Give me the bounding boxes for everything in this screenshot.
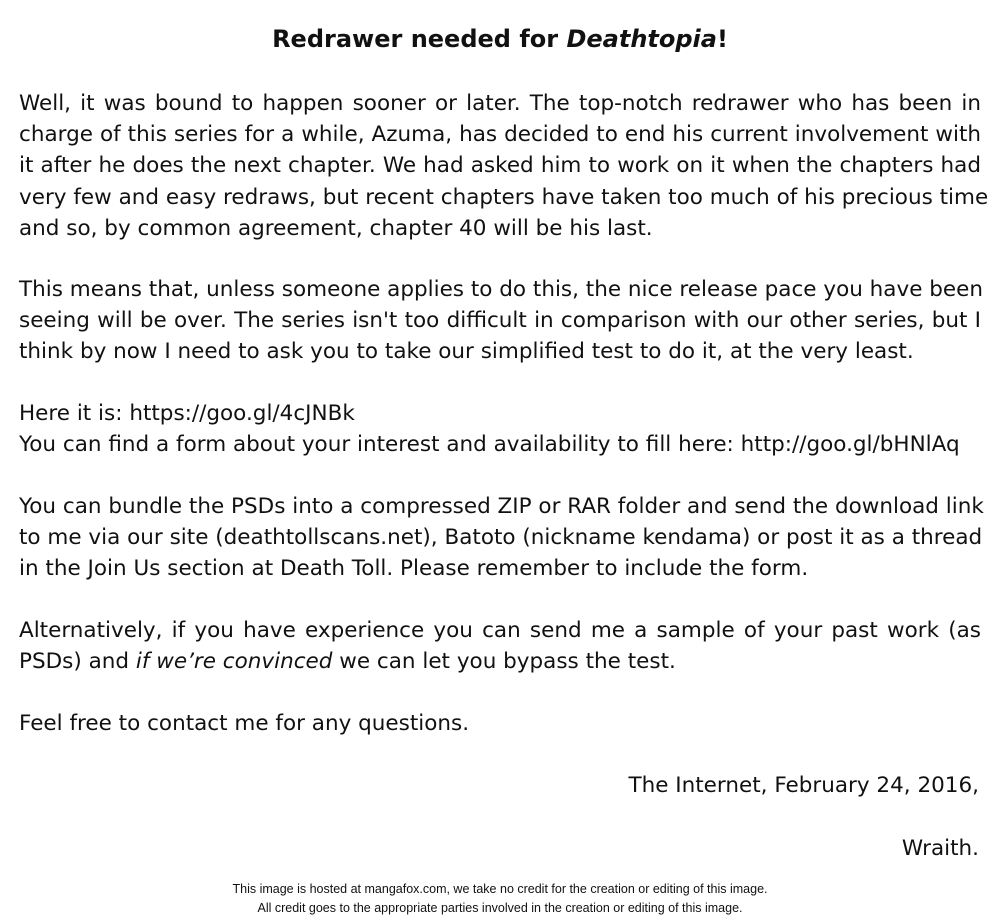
paragraph-5-line-2-end: we can let you bypass the test. bbox=[332, 649, 676, 675]
title-suffix: ! bbox=[716, 25, 728, 53]
paragraph-announcement bbox=[19, 88, 989, 244]
page-title bbox=[0, 22, 1000, 56]
paragraph-5-line-2-start: PSDs) and bbox=[19, 649, 136, 675]
paragraph-consequence bbox=[19, 274, 981, 368]
test-link-line: Here it is: https://goo.gl/4cJNBk bbox=[19, 401, 355, 426]
title-series-name: Deathtopia bbox=[566, 25, 717, 53]
paragraph-5-line-1: Alternatively, if you have experience you can send me a sample of your past work (as bbox=[19, 618, 981, 643]
paragraph-5-line-2 bbox=[19, 646, 981, 677]
signature-name: Wraith. bbox=[901, 836, 979, 861]
paragraph-contact bbox=[19, 708, 981, 739]
hosting-notice-line-1: This image is hosted at mangafox.com, we take no credit for the creation or editing of this image. bbox=[232, 882, 768, 896]
form-link-line: You can find a form about your interest and availability to fill here: http://goo.gl/bHNlAq bbox=[19, 432, 960, 458]
signature-date: The Internet, February 24, 2016, bbox=[628, 773, 979, 798]
paragraph-1-line-4: very few and easy redraws, but recent chapters have taken too much of his precious time bbox=[19, 184, 989, 210]
title-prefix: Redrawer needed for bbox=[272, 25, 567, 53]
paragraph-5-italic-phrase: if we’re convinced bbox=[135, 649, 333, 675]
paragraph-2-line-3: think by now I need to ask you to take our simplified test to do it, at the very least. bbox=[19, 339, 914, 365]
paragraph-submission bbox=[19, 491, 984, 585]
paragraph-links bbox=[19, 398, 981, 460]
contact-line: Feel free to contact me for any questions. bbox=[19, 711, 470, 736]
paragraph-4-line-3: in the Join Us section at Death Toll. Please remember to include the form. bbox=[19, 556, 809, 582]
paragraph-4-line-1: You can bundle the PSDs into a compressed ZIP or RAR folder and send the download link bbox=[19, 494, 984, 519]
paragraph-1-line-5: and so, by common agreement, chapter 40 will be his last. bbox=[19, 215, 653, 241]
paragraph-1-line-3: it after he does the next chapter. We had asked him to work on it when the chapters had bbox=[19, 153, 981, 179]
paragraph-4-line-2: to me via our site (deathtollscans.net), Batoto (nickname kendama) or post it as a thread bbox=[19, 525, 983, 551]
hosting-notice-line-2: All credit goes to the appropriate parties involved in the creation or editing of this image. bbox=[257, 901, 743, 915]
paragraph-2-line-2: seeing will be over. The series isn't too difficult in comparison with our other series, but I bbox=[19, 308, 981, 334]
paragraph-1-line-2: charge of this series for a while, Azuma, has decided to end his current involvement with bbox=[19, 122, 981, 148]
paragraph-1-line-1: Well, it was bound to happen sooner or later. The top-notch redrawer who has been in bbox=[19, 91, 981, 116]
paragraph-2-line-1: This means that, unless someone applies to do this, the nice release pace you have been bbox=[19, 277, 983, 302]
paragraph-alternative bbox=[19, 615, 981, 677]
